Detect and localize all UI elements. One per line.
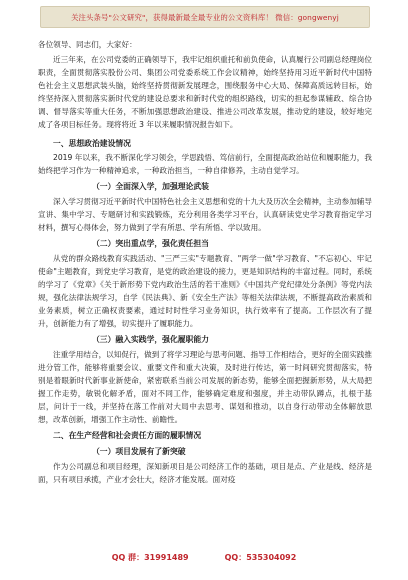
subsection4-paragraph: 作为公司副总和项目经理，深知新项目是公司经济工作的基础，项目是点、产业是线、经济是面，只有项目承揽，产业才会壮大，经济才能发展。面对疫 [38,462,372,484]
section1-paragraph: 2019 年以来，我不断深化学习领会，学思践悟、笃信前行，全面提高政治站位和履职能力，我始终把学习作为一种精神追求，一种政治担当，一种自律修养，主动自觉学习。 [38,153,372,175]
banner-text: 关注头条号"公文研究"，获得最新最全最专业的公文资料库！ 微信：gongwenyj [71,12,339,22]
subsection-heading-2: （二）突出重点学，强化责任担当 [92,239,209,248]
section-heading-2: 二、在生产经营和社会责任方面的履职情况 [53,431,202,440]
header-banner [40,6,370,28]
footer-contact [0,552,408,563]
subsection-heading-1: （一）全面深入学，加强理论武装 [92,182,209,191]
footer-qq: QQ：535304092 [224,553,297,562]
footer-qq-group: QQ 群：31991489 [111,553,189,562]
subsection-heading-3: （三）融入实践学，强化履职能力 [92,335,209,344]
subsection2-paragraph: 从党的群众路线教育实践活动、"三严三实"专题教育、"两学一做"学习教育、"不忘初心、牢记使命"主题教育，到党史学习教育，是党的政治建设的接力，更是知识结构的丰富过程。同时，系统的学习了《党章》《关于新形势下党内政治生活的若干准则》《中国共产党纪律处分条例》等党内法规，强化法律法规学习，自学《民法典》、新《安全生产法》等相关法律法规，不断提高政治素质和业务素质，树立正确权责要素，通过时时性学习业务知识，执行效率有了提高。工作层次有了提升，创新能力有了增强，切实提升了履职能力。 [38,254,372,328]
subsection1-paragraph: 深入学习贯彻习近平新时代中国特色社会主义思想和党的十九大及历次全会精神，主动参加辅导宣讲、集中学习、专题研讨和实践锻炼，充分利用各类学习平台，认真研读党史学习教育指定学习材料，撰写心得体会，努力做到了学有所思、学有所悟、学以致用。 [38,197,372,232]
subsection-heading-4: （一）项目发展有了新突破 [92,447,186,456]
section-heading-1: 一、思想政治建设情况 [53,139,131,148]
subsection3-paragraph: 注重学用结合，以知促行，做到了将学习理论与思考问题、指导工作相结合，更好的全面实践推进分管工作，能够将重要会议、重要文件和重大决策，及时进行传达，第一时间研究贯彻落实，特别是着眼新时代新事业新使命，紧密联系当前公司发展的新态势，能够全面把握新形势，从大局把握工作走势，敏锐化解矛盾，面对不同工作，能够确定难度和强度，并主动带队蹲点，扎根于基层，问计于一线，并坚持在落工作前对大局中去思考、谋划和推动，以自身行动带动全体解放思想，改革创新，增强工作主动性、前瞻性。 [38,350,372,424]
intro-paragraph: 近三年来，在公司党委的正确领导下，我牢记组织重托和前负使命，认真履行公司副总经理岗位职责，全面贯彻落实股份公司、集团公司党委系统工作会议精神，始终坚持用习近平新时代中国特色社会主义思想武装头脑，始终坚持贯彻新发展理念，围绕服务中心大局、保障高质远转目标，始终坚持深入贯彻落实新时代党的建设总要求和新时代党的组织路线，切实的担起参谋辅政、综合协调、督导落实等重大任务，不断加强思想政治建设、推进公司改革发展，推动党的建设，较好地完成了各项目标任务。现将将近 3 年以来履职情况报告如下。 [38,55,372,129]
salutation: 各位领导、同志们，大家好： [38,40,137,49]
document-body [38,38,372,486]
